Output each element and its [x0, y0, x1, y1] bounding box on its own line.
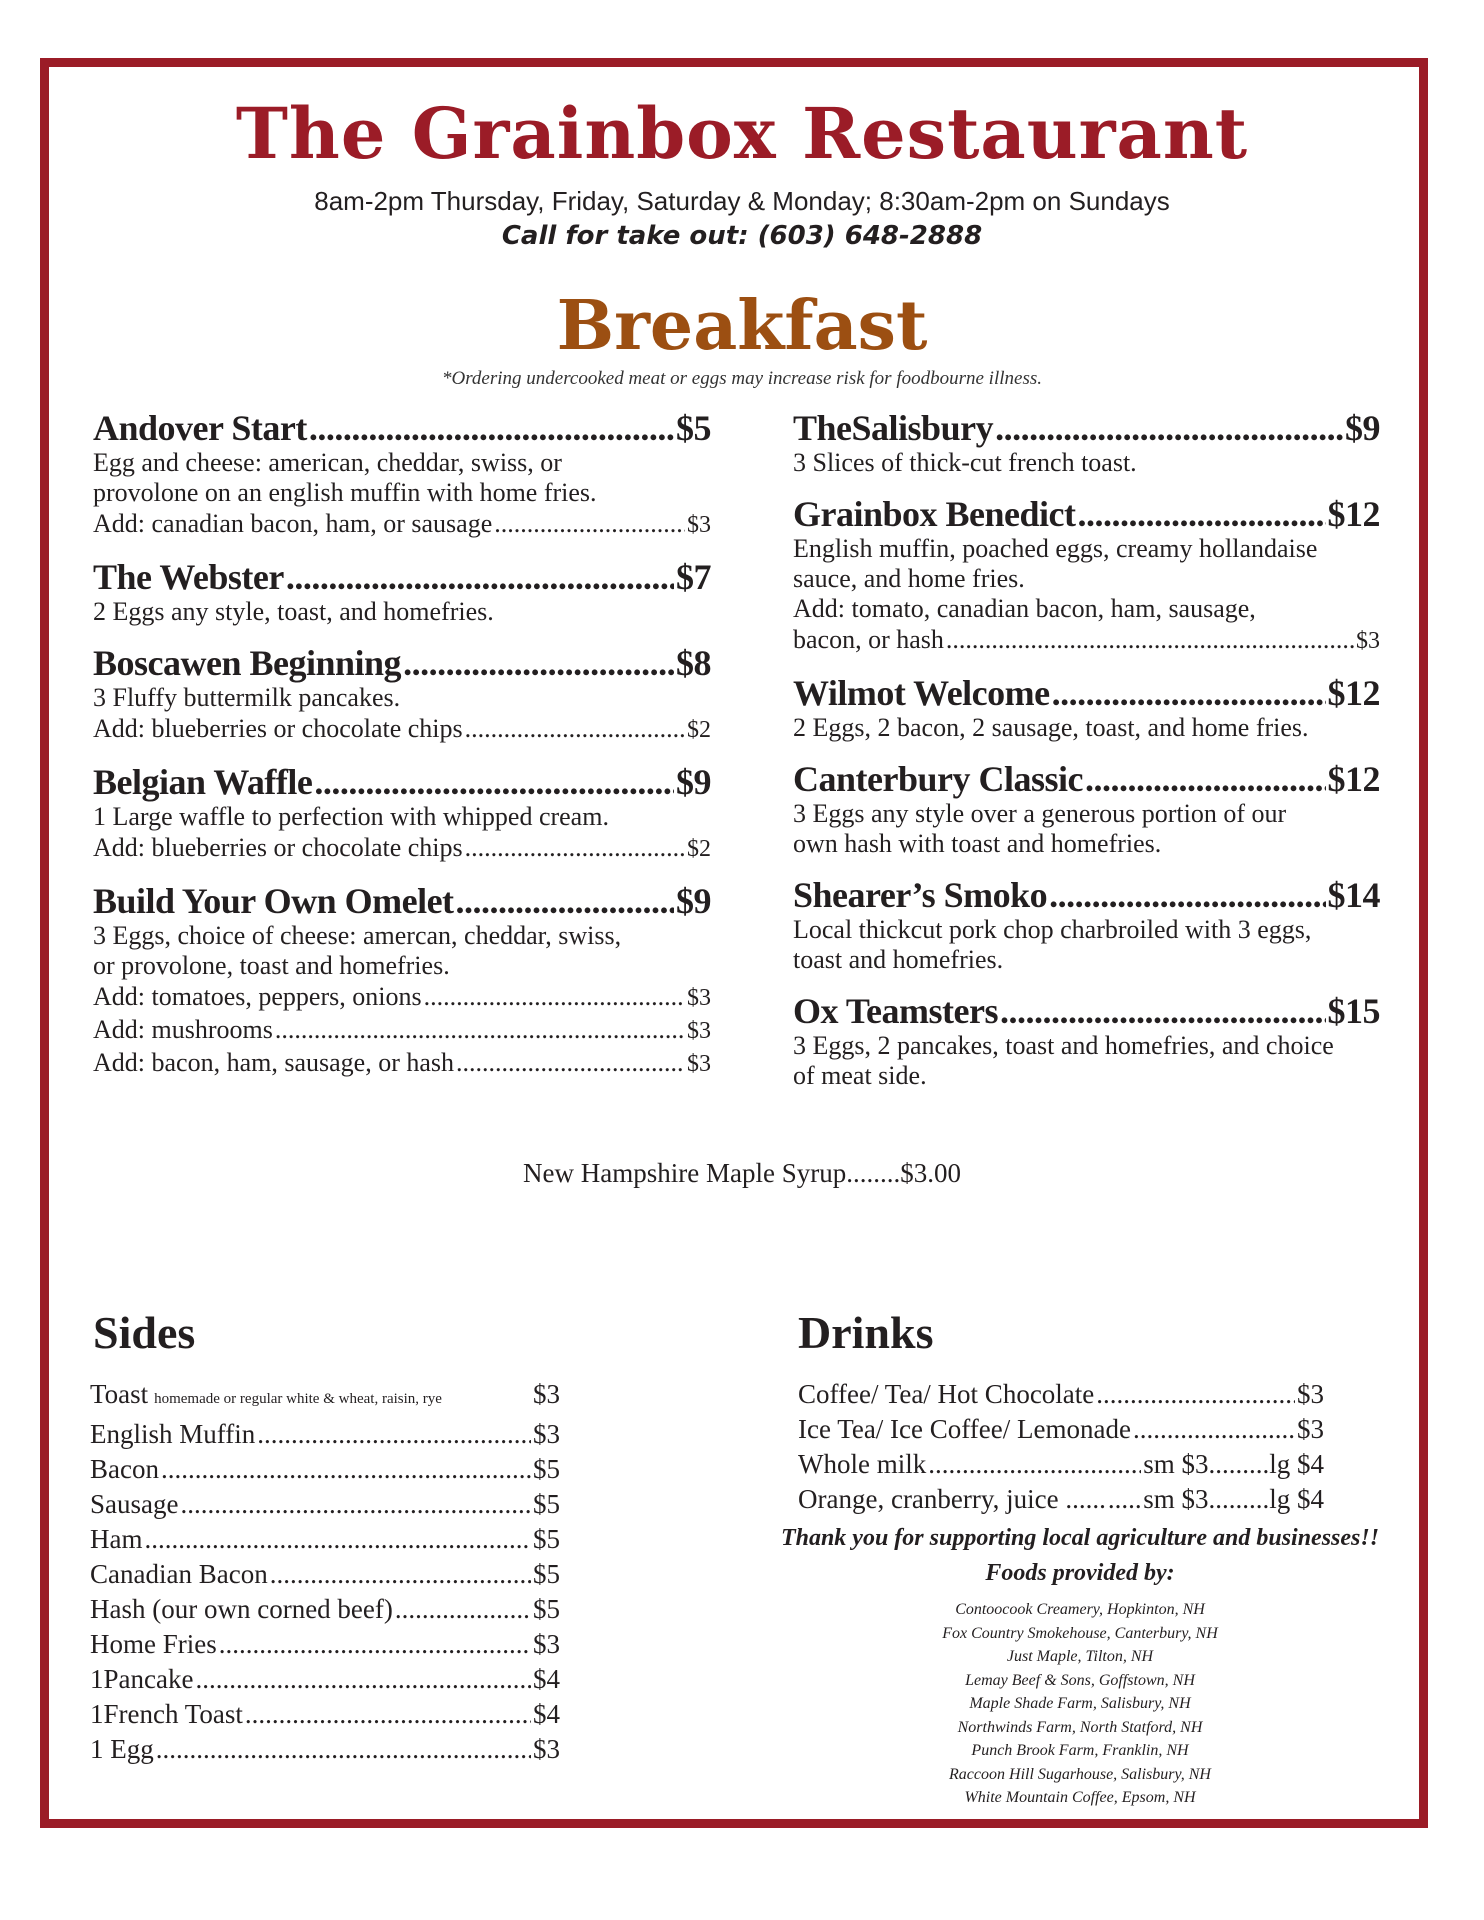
breakfast-heading: Breakfast — [556, 286, 928, 366]
dot-leader — [1052, 673, 1326, 713]
menu-item-header — [793, 759, 1380, 799]
menu-item-addon — [93, 1047, 711, 1080]
side-item — [90, 1627, 560, 1662]
menu-item-addon — [93, 1014, 711, 1047]
menu-item-description: own hash with toast and homefries. — [793, 829, 1162, 858]
dot-leader — [1133, 1412, 1295, 1447]
menu-item-price: $9 — [676, 881, 711, 921]
side-item-name: Toast — [90, 1379, 149, 1409]
drink-item-price: sm $3.........lg $4 — [1143, 1484, 1324, 1514]
side-item-price: $4 — [533, 1664, 560, 1694]
menu-item-header — [793, 673, 1380, 713]
side-item-name: 1French Toast — [90, 1699, 243, 1729]
drinks-heading: Drinks — [798, 1307, 934, 1358]
menu-item-header — [793, 991, 1380, 1031]
side-item-label — [90, 1732, 154, 1767]
dot-leader — [456, 881, 674, 921]
menu-item-addon — [93, 508, 711, 541]
addon-label: Add: blueberries or chocolate chips — [93, 833, 463, 862]
dot-leader — [1078, 494, 1326, 534]
menu-item-description: provolone on an english muffin with home fries. — [93, 478, 597, 507]
side-item-name: Home Fries — [90, 1629, 217, 1659]
dot-leader — [144, 1522, 531, 1557]
drink-item-name: Ice Tea/ Ice Coffee/ Lemonade — [798, 1414, 1131, 1444]
menu-item-name: Wilmot Welcome — [793, 673, 1050, 713]
dot-leader — [275, 1014, 685, 1046]
supplier-item: Punch Brook Farm, Franklin, NH — [971, 1742, 1189, 1759]
addon-price: $3 — [1356, 628, 1380, 654]
addon-price: $2 — [687, 836, 711, 862]
addon-label: Add: blueberries or chocolate chips — [93, 714, 463, 743]
opening-hours: 8am-2pm Thursday, Friday, Saturday & Monday; 8:30am-2pm on Sundays — [314, 186, 1170, 216]
dot-leader — [1000, 991, 1326, 1031]
menu-item-description: 2 Eggs, 2 bacon, 2 sausage, toast, and home fries. — [793, 713, 1309, 742]
side-item — [90, 1697, 560, 1732]
menu-item — [93, 408, 711, 541]
dot-leader — [465, 713, 685, 745]
menu-item-description: 3 Eggs any style over a generous portion of our — [793, 799, 1287, 828]
drinks-list — [798, 1377, 1324, 1517]
menu-item-price: $15 — [1327, 991, 1380, 1031]
dot-leader — [156, 1732, 531, 1767]
menu-item-name: Andover Start — [93, 408, 307, 448]
side-item-label — [90, 1627, 217, 1662]
addon-label: Add: mushrooms — [93, 1015, 273, 1044]
side-item-price: $5 — [533, 1559, 560, 1589]
menu-item-description: English muffin, poached eggs, creamy hollandaise — [793, 534, 1318, 563]
supplier-item: Fox Country Smokehouse, Canterbury, NH — [942, 1624, 1218, 1642]
menu-item-header — [93, 762, 711, 802]
foods-provided-by: Foods provided by: — [985, 1560, 1175, 1586]
addon-price: $3 — [687, 1051, 711, 1077]
drink-item — [798, 1377, 1324, 1412]
dot-leader — [1085, 759, 1326, 799]
menu-item — [793, 673, 1380, 743]
dot-leader — [456, 1047, 685, 1079]
menu-item-price: $5 — [676, 408, 711, 448]
menu-item — [793, 875, 1380, 975]
menu-item-price: $7 — [676, 557, 711, 597]
menu-item-name: Canterbury Classic — [793, 759, 1083, 799]
menu-item-price: $9 — [1345, 408, 1380, 448]
drink-item — [798, 1447, 1324, 1482]
menu-item — [793, 759, 1380, 859]
side-item-label — [90, 1697, 243, 1732]
side-item — [90, 1487, 560, 1522]
menu-item-description: sauce, and home fries. — [793, 564, 1025, 593]
side-item — [90, 1732, 560, 1767]
drink-item-price: sm $3.........lg $4 — [1143, 1449, 1324, 1479]
menu-item-name: Ox Teamsters — [793, 991, 998, 1031]
addon-price: $3 — [687, 512, 711, 538]
menu-item — [93, 557, 711, 627]
side-item — [90, 1417, 560, 1452]
menu-item-description: 2 Eggs any style, toast, and homefries. — [93, 597, 494, 626]
thank-you-note: Thank you for supporting local agriculture and businesses!! — [780, 1525, 1380, 1551]
side-item — [90, 1557, 560, 1592]
side-item-price: $3 — [533, 1734, 560, 1764]
supplier-list — [740, 1598, 1420, 1810]
supplier-item: Lemay Beef & Sons, Goffstown, NH — [965, 1671, 1195, 1689]
drink-item — [798, 1412, 1324, 1447]
side-item-label — [90, 1487, 178, 1522]
menu-item-header — [793, 875, 1380, 915]
dot-leader — [1096, 1377, 1295, 1412]
menu-item — [93, 881, 711, 1080]
menu-item-addon — [93, 981, 711, 1014]
menu-item-price: $12 — [1327, 673, 1380, 713]
menu-item-name: Shearer’s Smoko — [793, 875, 1048, 915]
dot-leader — [286, 557, 674, 597]
menu-item-header — [93, 408, 711, 448]
menu-item-description: 3 Fluffy buttermilk pancakes. — [93, 683, 401, 712]
supplier-item: Northwinds Farm, North Statford, NH — [957, 1718, 1203, 1736]
dot-leader — [395, 1592, 531, 1627]
side-item-price: $4 — [533, 1699, 560, 1729]
supplier-item: Raccoon Hill Sugarhouse, Salisbury, NH — [949, 1765, 1211, 1783]
breakfast-right-column — [793, 408, 1380, 1107]
menu-item — [93, 643, 711, 746]
side-item-note: homemade or regular white & wheat, raisin, rye — [154, 1391, 442, 1407]
side-item-label — [90, 1662, 193, 1697]
menu-item-addon — [93, 713, 711, 746]
menu-item-name: TheSalisbury — [793, 408, 994, 448]
menu-item-addon — [93, 832, 711, 865]
supplier-item: White Mountain Coffee, Epsom, NH — [964, 1789, 1196, 1806]
breakfast-left-column — [93, 408, 711, 1096]
dot-leader — [403, 643, 674, 683]
restaurant-title: The Grainbox Restaurant — [235, 92, 1249, 175]
menu-item-header — [793, 494, 1380, 534]
drink-item-name: Coffee/ Tea/ Hot Chocolate — [798, 1379, 1095, 1409]
side-item-price: $5 — [533, 1594, 560, 1624]
addon-label: Add: bacon, ham, sausage, or hash — [93, 1048, 455, 1077]
side-item-label — [90, 1377, 442, 1417]
menu-item-header — [793, 408, 1380, 448]
menu-item-header — [93, 557, 711, 597]
side-item-name: English Muffin — [90, 1419, 256, 1449]
addon-label: Add: tomatoes, peppers, onions — [93, 982, 422, 1011]
dot-leader — [245, 1697, 531, 1732]
side-item-price: $3 — [533, 1379, 560, 1409]
side-item-label — [90, 1522, 142, 1557]
side-item-name: Hash (our own corned beef) — [90, 1594, 393, 1624]
side-item — [90, 1452, 560, 1487]
menu-item-description: Local thickcut pork chop charbroiled with 3 eggs, — [793, 915, 1312, 944]
menu-item-name: Boscawen Beginning — [93, 643, 402, 683]
dot-leader — [195, 1662, 531, 1697]
supplier-item: Just Maple, Tilton, NH — [1006, 1648, 1154, 1665]
menu-item-name: Grainbox Benedict — [793, 494, 1076, 534]
dot-leader — [270, 1557, 531, 1592]
dot-leader — [1108, 1482, 1141, 1517]
side-item-price: $5 — [533, 1524, 560, 1554]
menu-item-header — [93, 643, 711, 683]
addon-price: $3 — [687, 1018, 711, 1044]
side-item-label — [90, 1557, 268, 1592]
menu-item-name: The Webster — [93, 557, 284, 597]
dot-leader — [180, 1487, 531, 1522]
side-item-price: $5 — [533, 1454, 560, 1484]
addon-price: $3 — [687, 985, 711, 1011]
side-item — [90, 1662, 560, 1697]
menu-item-description: 3 Slices of thick-cut french toast. — [793, 448, 1137, 477]
menu-item-header — [93, 881, 711, 921]
addon-label: Add: canadian bacon, ham, or sausage — [93, 509, 493, 538]
side-item-price: $3 — [533, 1629, 560, 1659]
dot-leader — [995, 408, 1343, 448]
menu-item-description: Add: tomato, canadian bacon, ham, sausage, — [793, 594, 1256, 623]
side-item-name: 1 Egg — [90, 1734, 154, 1764]
menu-item-description: or provolone, toast and homefries. — [93, 951, 450, 980]
side-item — [90, 1522, 560, 1557]
maple-syrup-line: New Hampshire Maple Syrup........$3.00 — [523, 1158, 961, 1188]
menu-item-price: $9 — [676, 762, 711, 802]
supplier-item: Maple Shade Farm, Salisbury, NH — [969, 1695, 1191, 1712]
menu-item-description: toast and homefries. — [793, 945, 1004, 974]
menu-item — [793, 494, 1380, 657]
sides-heading: Sides — [93, 1307, 196, 1358]
dot-leader — [309, 408, 674, 448]
supplier-item: Contoocook Creamery, Hopkinton, NH — [955, 1601, 1205, 1618]
side-item-name: 1Pancake — [90, 1664, 194, 1694]
side-item-price: $5 — [533, 1489, 560, 1519]
drink-item-name: Whole milk — [798, 1449, 927, 1479]
dot-leader — [946, 624, 1354, 656]
side-item — [90, 1377, 560, 1417]
side-item-name: Canadian Bacon — [90, 1559, 268, 1589]
side-item-label — [90, 1417, 255, 1452]
dot-leader — [494, 508, 685, 540]
sides-list — [90, 1377, 560, 1767]
dot-leader — [1049, 875, 1325, 915]
drink-item-price: $3 — [1297, 1414, 1324, 1444]
side-item-label — [90, 1592, 393, 1627]
dot-leader — [161, 1452, 531, 1487]
addon-price: $2 — [687, 717, 711, 743]
menu-item — [793, 991, 1380, 1091]
drink-item-name: Orange, cranberry, juice ...... — [798, 1484, 1106, 1514]
side-item-price: $3 — [533, 1419, 560, 1449]
dot-leader — [219, 1627, 531, 1662]
menu-item-price: $12 — [1327, 494, 1380, 534]
dot-leader — [257, 1417, 531, 1452]
side-item-name: Bacon — [90, 1454, 159, 1484]
side-item — [90, 1592, 560, 1627]
takeout-phone: Call for take out: (603) 648-2888 — [501, 221, 983, 251]
menu-item-description: Egg and cheese: american, cheddar, swiss, or — [93, 448, 562, 477]
drink-item — [798, 1482, 1324, 1517]
menu-item-description: 3 Eggs, choice of cheese: amercan, cheddar, swiss, — [93, 921, 622, 950]
dot-leader — [928, 1447, 1141, 1482]
menu-item — [93, 762, 711, 865]
menu-item-description: 3 Eggs, 2 pancakes, toast and homefries, and choice — [793, 1031, 1334, 1060]
dot-leader — [424, 981, 685, 1013]
side-item-name: Sausage — [90, 1489, 179, 1519]
menu-item-name: Build Your Own Omelet — [93, 881, 454, 921]
side-item-name: Ham — [90, 1524, 143, 1554]
food-safety-warning: *Ordering undercooked meat or eggs may increase risk for foodbourne illness. — [442, 368, 1042, 389]
menu-item-price: $14 — [1327, 875, 1380, 915]
menu-item-price: $12 — [1327, 759, 1380, 799]
menu-item-name: Belgian Waffle — [93, 762, 313, 802]
menu-item-description: of meat side. — [793, 1061, 927, 1090]
menu-item-description: 1 Large waffle to perfection with whipped cream. — [93, 802, 609, 831]
addon-label: bacon, or hash — [793, 625, 944, 654]
dot-leader — [314, 762, 674, 802]
menu-item-addon — [793, 624, 1380, 657]
menu-item-price: $8 — [676, 643, 711, 683]
drink-item-price: $3 — [1297, 1379, 1324, 1409]
menu-item — [793, 408, 1380, 478]
dot-leader — [465, 832, 685, 864]
side-item-label — [90, 1452, 159, 1487]
